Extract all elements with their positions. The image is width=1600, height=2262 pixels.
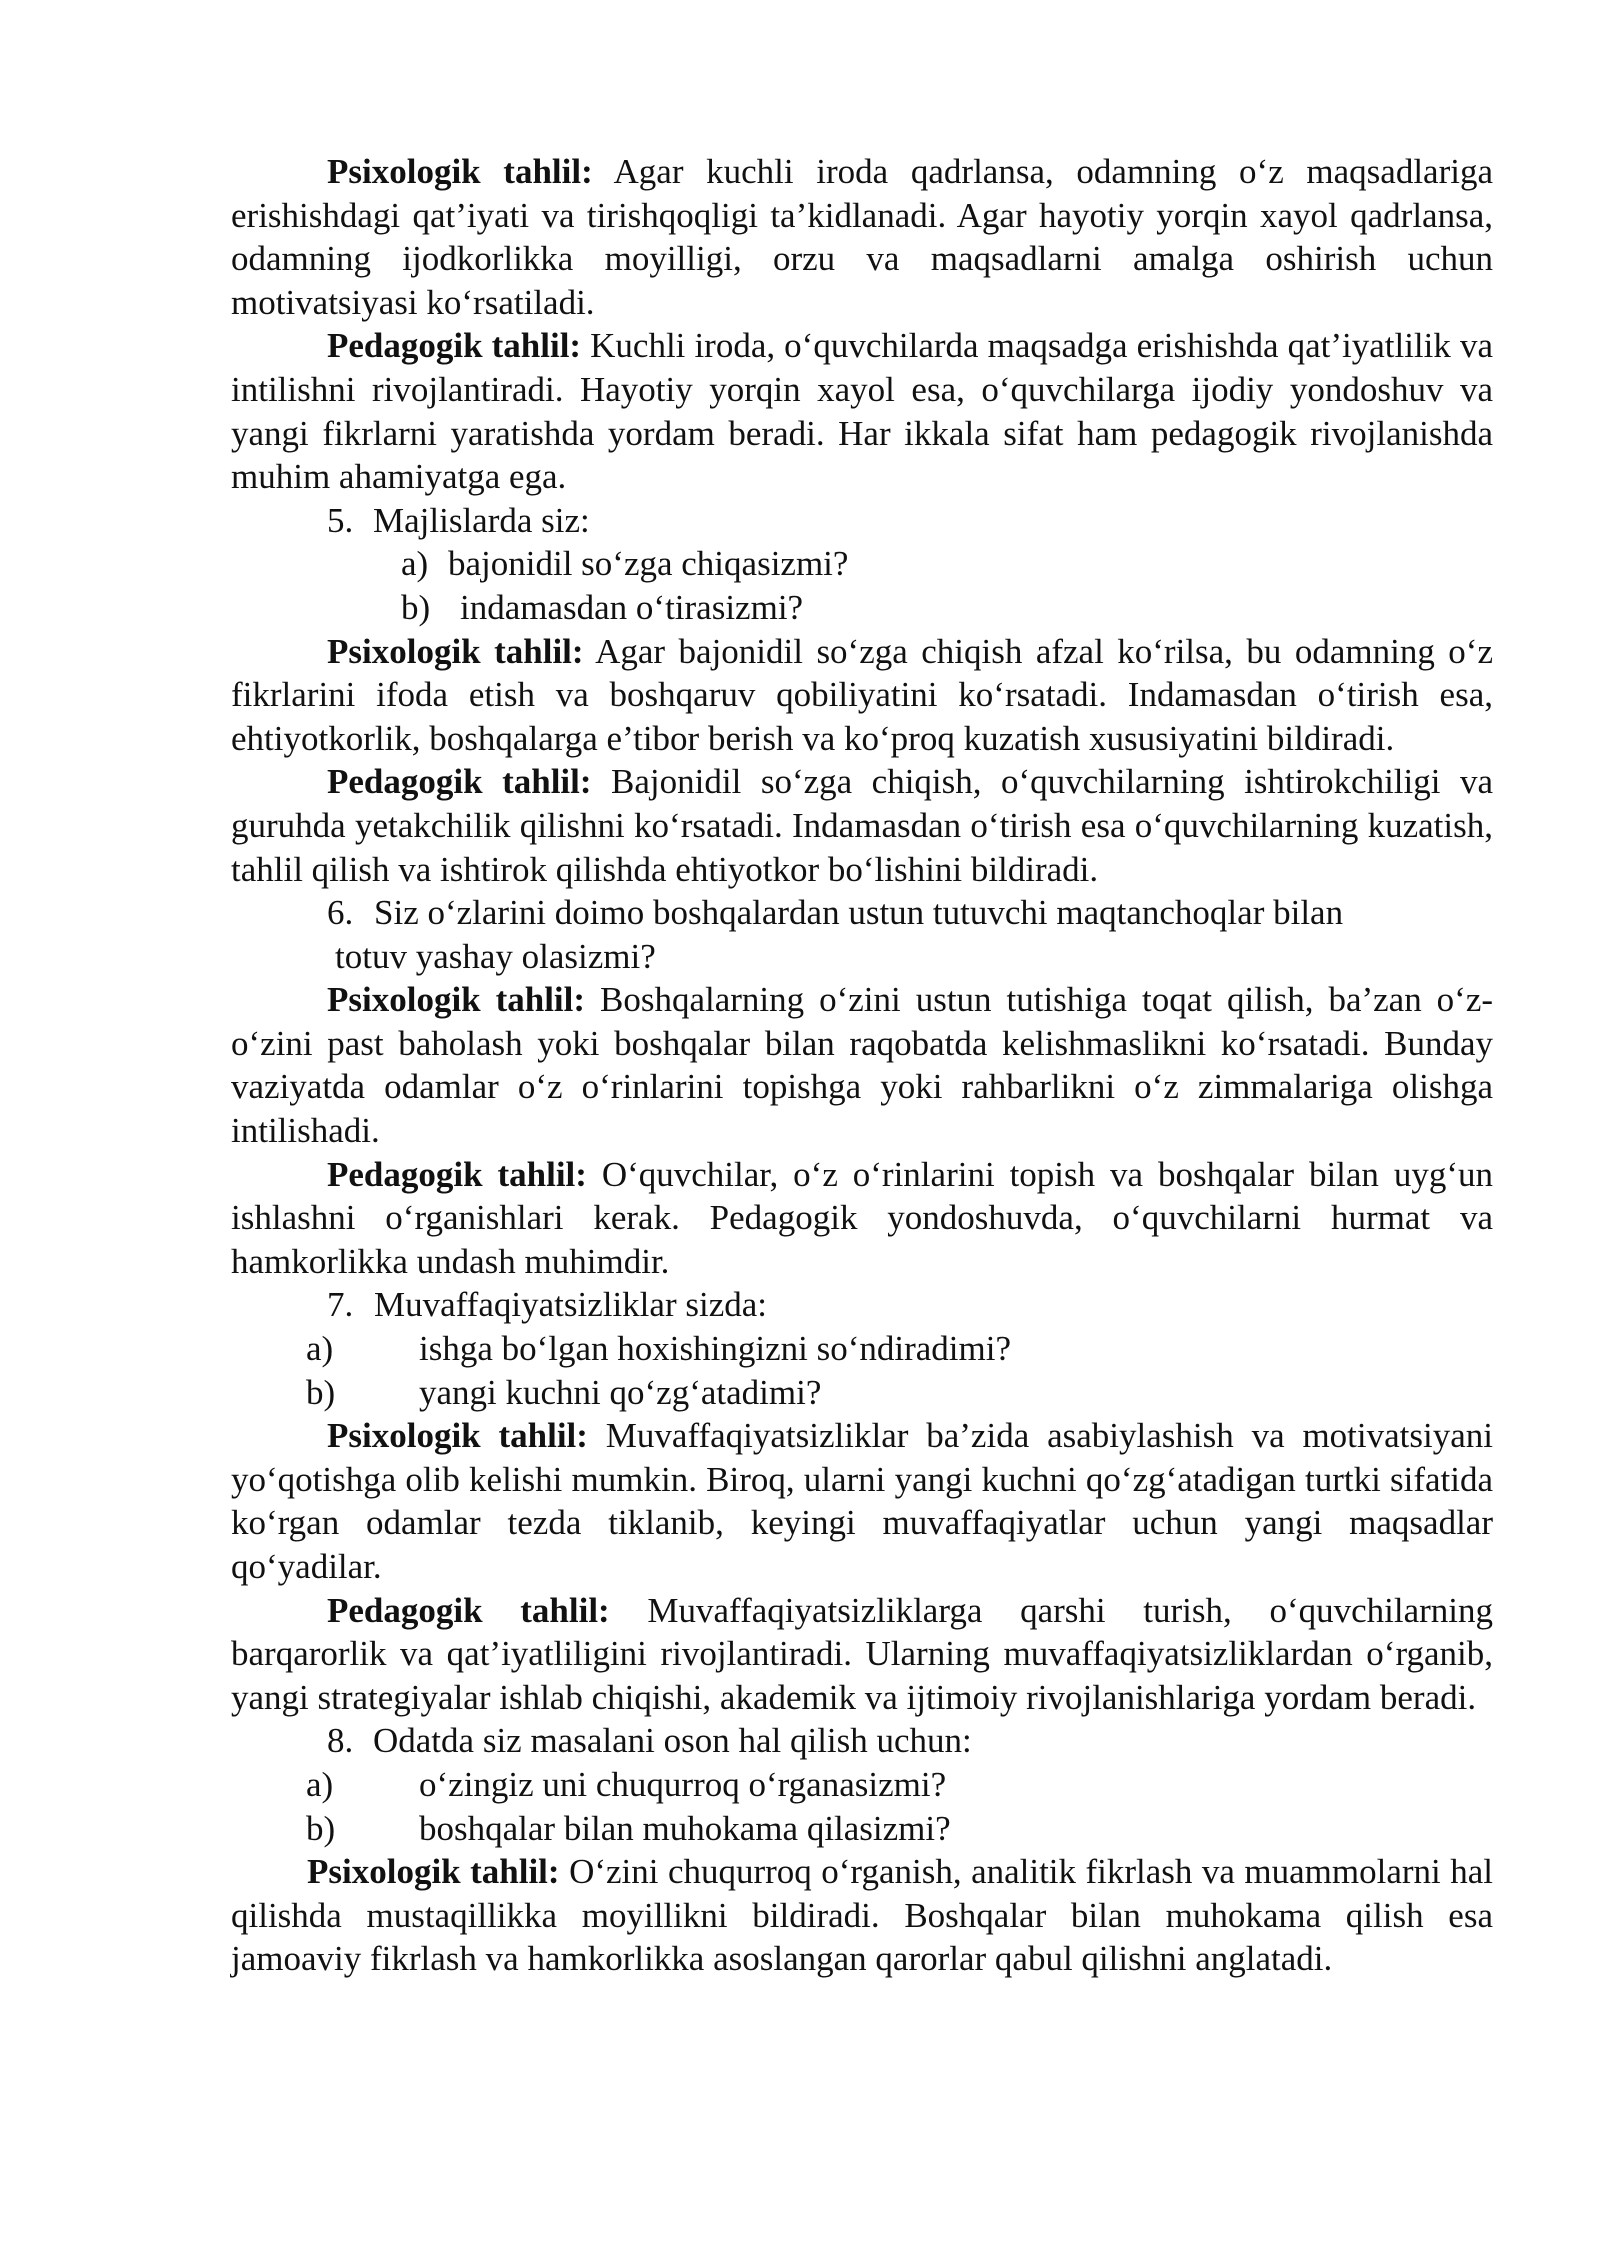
option-text: indamasdan o‘tirasizmi? [460,587,804,627]
question-text: Majlislarda siz: [373,500,590,540]
psychological-analysis-label: Psixologik tahlil: [327,152,593,191]
option-letter: b) [306,1372,336,1412]
pedagogical-analysis-paragraph [231,1589,1493,1720]
question-5-option-b [231,586,1493,630]
psychological-analysis-label: Psixologik tahlil: [327,1416,588,1456]
option-letter: a) [306,1764,334,1804]
paragraph-text: Muvaffaqiyatsizliklarga qarshi turish, o‘quvchilarning barqarorlik va qat’iyatliligini rivojlantiradi. Ularning muvaffaqiyatsizliklardan o‘rganib, yangi strategiyalar ishlab chiqishi, akademik va ijtimoiy rivojlanishlariga yordam beradi. [231,1590,1493,1717]
option-letter: b) [401,587,431,627]
paragraph-text: Agar kuchli iroda qadrlansa, odamning o‘z maqsadlariga erishishdagi qat’iyati va tirishqoqligi ta’kidlanadi. Agar hayotiy yorqin xayol qadrlansa, odamning ijodkorlikka moyilligi, orzu va maqsadlarni amalga oshirish uchun motivatsiyasi ko‘rsatiladi. [231,152,1493,322]
question-8 [231,1719,1493,1763]
paragraph-text: O‘quvchilar, o‘z o‘rinlarini topish va boshqalar bilan uyg‘un ishlashni o‘rganishlari kerak. Pedagogik yondoshuvda, o‘quvchilarni hurmat va hamkorlikka undash muhimdir. [231,1154,1493,1281]
question-8-option-a [231,1763,1493,1807]
psychological-analysis-paragraph [231,630,1493,761]
psychological-analysis-paragraph [231,1414,1493,1588]
question-5-option-a [231,542,1493,586]
question-number: 6. [327,893,354,933]
option-letter: b) [306,1808,336,1848]
question-text: Muvaffaqiyatsizliklar sizda: [374,1285,767,1325]
question-6 [231,891,1493,935]
paragraph-text: Muvaffaqiyatsizliklar ba’zida asabiylashish va motivatsiyani yo‘qotishga olib kelishi mumkin. Biroq, ularni yangi kuchni qo‘zg‘atadigan turtki sifatida ko‘rgan odamlar tezda tiklanib, keyingi muvaffaqiyatlar uchun yangi maqsadlar qo‘yadilar. [231,1416,1493,1586]
paragraph-text: Kuchli iroda, o‘quvchilarda maqsadga erishishda qat’iyatlilik va intilishni rivojlantiradi. Hayotiy yorqin xayol esa, o‘quvchilarga ijodiy yondoshuv va yangi fikrlarni yaratishda yordam beradi. Har ikkala sifat ham pedagogik rivojlanishda muhim ahamiyatga ega. [231,326,1493,497]
page-content [231,150,1493,1981]
pedagogical-analysis-paragraph [231,760,1493,891]
question-5 [231,499,1493,543]
question-text: Odatda siz masalani oson hal qilish uchun: [373,1721,972,1761]
question-number: 7. [327,1285,354,1325]
psychological-analysis-paragraph [231,978,1493,1152]
pedagogical-analysis-label: Pedagogik tahlil: [327,1154,587,1194]
option-letter: a) [306,1329,334,1369]
paragraph-text: O‘zini chuqurroq o‘rganish, analitik fikrlash va muammolarni hal qilishda mustaqillikka moyillikni bildiradi. Boshqalar bilan muhokama qilish esa jamoaviy fikrlash va hamkorlikka asoslangan qarorlar qabul qilishni anglatadi. [231,1852,1494,1979]
option-text: o‘zingiz uni chuqurroq o‘rganasizmi? [419,1764,947,1804]
question-7 [231,1283,1493,1327]
psychological-analysis-paragraph [231,150,1493,324]
question-7-option-a [231,1327,1493,1371]
psychological-analysis-label: Psixologik tahlil: [327,980,586,1020]
pedagogical-analysis-paragraph [231,324,1493,498]
pedagogical-analysis-label: Pedagogik tahlil: [327,762,592,802]
question-text: Siz o‘zlarini doimo boshqalardan ustun tutuvchi maqtanchoqlar bilan [374,893,1344,933]
option-text: boshqalar bilan muhokama qilasizmi? [419,1808,951,1848]
option-text: yangi kuchni qo‘zg‘atadimi? [419,1372,822,1412]
pedagogical-analysis-label: Pedagogik tahlil: [327,326,582,366]
pedagogical-analysis-label: Pedagogik tahlil: [327,1590,610,1630]
paragraph-text: Bajonidil so‘zga chiqish, o‘quvchilarning ishtirokchiligi va guruhda yetakchilik qilishni ko‘rsatadi. Indamasdan o‘tirish esa o‘quvchilarning kuzatish, tahlil qilish va ishtirok qilishda ehtiyotkor bo‘lishini bildiradi. [231,762,1493,889]
pedagogical-analysis-paragraph [231,1153,1493,1284]
option-text: ishga bo‘lgan hoxishingizni so‘ndiradimi? [419,1329,1011,1369]
psychological-analysis-label: Psixologik tahlil: [327,631,584,671]
question-number: 8. [327,1721,354,1761]
paragraph-text: Boshqalarning o‘zini ustun tutishiga toqat qilish, ba’zan o‘z-o‘zini past baholash yoki boshqalar bilan raqobatda kelishmaslikni ko‘rsatadi. Bunday vaziyatda odamlar o‘z o‘rinlarini topishga yoki rahbarlikni o‘z zimmalariga olishga intilishadi. [231,980,1494,1151]
psychological-analysis-paragraph [231,1850,1493,1981]
option-letter: a) [401,544,429,584]
question-number: 5. [327,500,354,540]
option-text: bajonidil so‘zga chiqasizmi? [448,544,849,584]
paragraph-text: Agar bajonidil so‘zga chiqish afzal ko‘rilsa, bu odamning o‘z fikrlarini ifoda etish va boshqaruv qobiliyatini ko‘rsatadi. Indamasdan o‘tirish esa, ehtiyotkorlik, boshqalarga e’tibor berish va ko‘proq kuzatish xususiyatini bildiradi. [231,631,1494,758]
question-6-continuation: totuv yashay olasizmi? [335,936,656,976]
question-7-option-b [231,1371,1493,1415]
psychological-analysis-label: Psixologik tahlil: [307,1852,560,1892]
question-8-option-b [231,1807,1493,1851]
